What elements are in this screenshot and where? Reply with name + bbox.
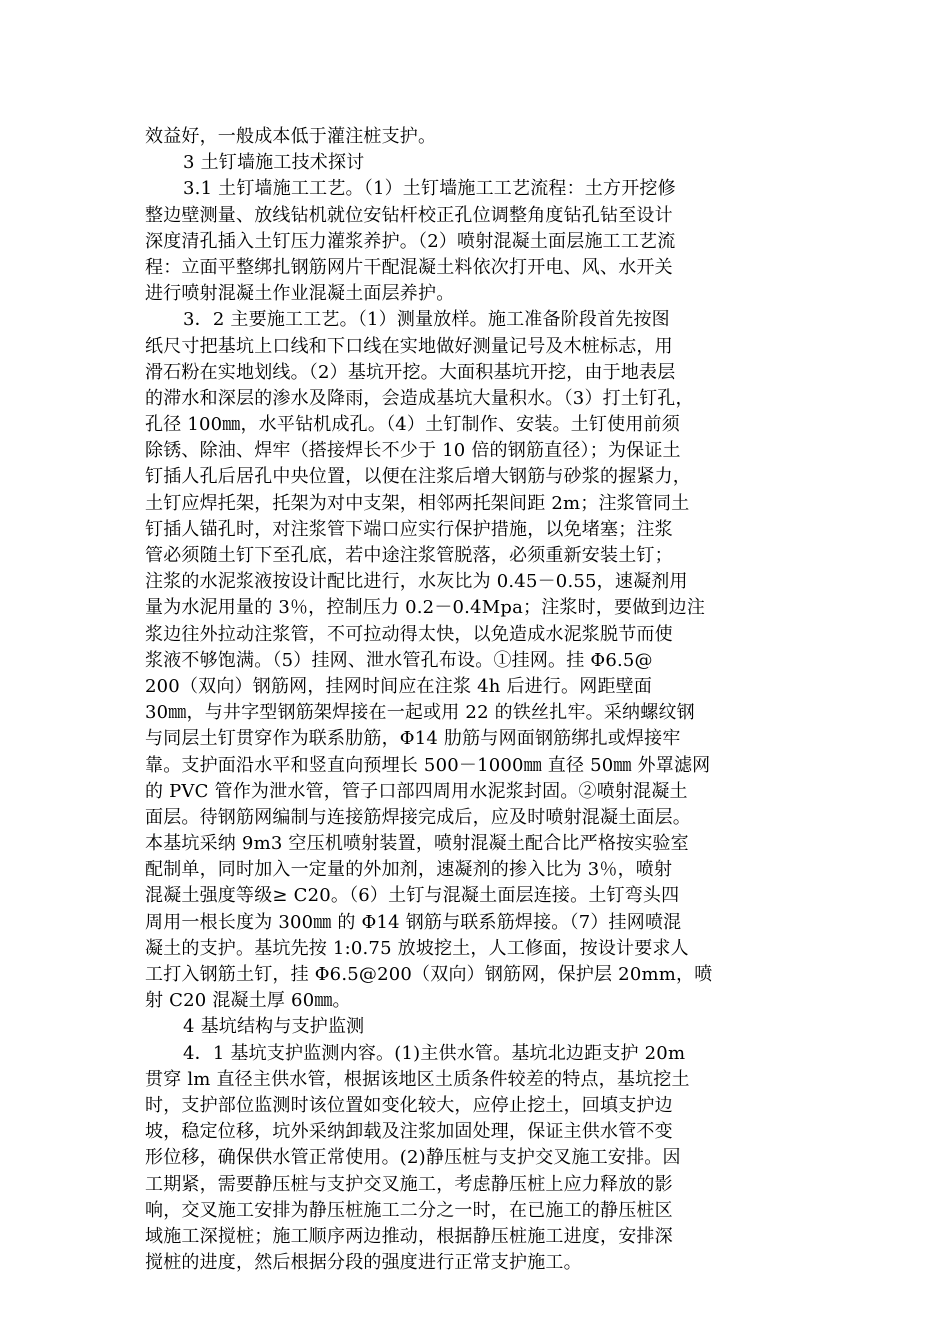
text-line: 200（双向）钢筋网，挂网时间应在注浆 4h 后进行。网距壁面 [145,675,653,697]
text-line: 孔径 100㎜，水平钻机成孔。（4）土钉制作、安装。土钉使用前须 [145,414,680,436]
text-line: 钉插人锚孔时，对注浆管下端口应实行保护措施，以免堵塞；注浆 [145,518,673,540]
text-line: 进行喷射混凝土作业混凝土面层养护。 [145,283,455,305]
text-line: 注浆的水泥浆液按设计配比进行，水灰比为 0.45－0.55，速凝剂用 [145,571,688,593]
text-line: 整边壁测量、放线钻机就位安钻杆校正孔位调整角度钻孔钻至设计 [145,204,673,226]
text-line: 滑石粉在实地划线。（2）基坑开挖。大面积基坑开挖，由于地表层 [145,361,676,383]
text-line: 工打入钢筋土钉，挂 Φ6.5@200（双向）钢筋网，保护层 20mm，喷 [145,964,713,985]
text-line: 贯穿 lm 直径主供水管，根据该地区土质条件较差的特点，基坑挖土 [145,1068,690,1090]
text-line: 响，交叉施工安排为静压桩施工二分之一时，在已施工的静压桩区 [145,1199,673,1221]
document-body [145,124,813,1276]
text-line: 与同层土钉贯穿作为联系肋筋，Φ14 肋筋与网面钢筋绑扎或焊接牢 [145,728,681,750]
text-line: 浆液不够饱满。（5）挂网、泄水管孔布设。①挂网。挂 Φ6.5@ [145,649,653,671]
text-line: 本基坑采纳 9m3 空压机喷射装置，喷射混凝土配合比严格按实验室 [145,833,689,855]
text-line: 形位移，确保供水管正常使用。(2)静压桩与支护交叉施工安排。因 [145,1147,681,1169]
text-line: 工期紧，需要静压桩与支护交叉施工，考虑静压桩上应力释放的影 [145,1173,673,1195]
text-line: 管必须随土钉下至孔底，若中途注浆管脱落，必须重新安装土钉； [145,545,673,566]
text-line: 30㎜，与井字型钢筋架焊接在一起或用 22 的铁丝扎牢。采纳螺纹钢 [145,702,695,724]
text-line: 时，支护部位监测时该位置如变化较大，应停止挖土，回填支护边 [145,1094,673,1116]
text-line: 深度清孔插入土钉压力灌浆养护。（2）喷射混凝土面层施工工艺流 [145,230,676,252]
text-line: 面层。待钢筋网编制与连接筋焊接完成后，应及时喷射混凝土面层。 [145,806,691,828]
text-line: 程：立面平整绑扎钢筋网片干配混凝土料依次打开电、风、水开关 [145,256,673,278]
text-line: 3．2 主要施工工艺。（1）测量放样。施工准备阶段首先按图 [183,309,670,331]
text-line: 靠。支护面沿水平和竖直向预埋长 500－1000㎜ 直径 50㎜ 外罩滤网 [145,754,711,776]
text-line: 的滞水和深层的渗水及降雨，会造成基坑大量积水。（3）打土钉孔， [145,387,694,409]
text-line: 3 土钉墙施工技术探讨 [183,152,365,174]
text-line: 量为水泥用量的 3％，控制压力 0.2－0.4Mpa；注浆时，要做到边注 [145,597,706,619]
text-line: 除锈、除油、焊牢（搭接焊长不少于 10 倍的钢筋直径）；为保证土 [145,440,681,462]
text-line: 坡，稳定位移，坑外采纳卸载及注浆加固处理，保证主供水管不变 [145,1121,673,1143]
text-line: 混凝土强度等级≥ C20。（6）土钉与混凝土面层连接。土钉弯头四 [145,885,680,907]
text-line: 3.1 土钉墙施工工艺。（1）土钉墙施工工艺流程：土方开挖修 [183,178,676,200]
text-line: 凝土的支护。基坑先按 1:0.75 放坡挖土，人工修面，按设计要求人 [145,937,689,959]
text-line: 纸尺寸把基坑上口线和下口线在实地做好测量记号及木桩标志，用 [145,335,673,357]
text-line: 射 C20 混凝土厚 60㎜。 [145,990,351,1012]
text-line: 域施工深搅桩；施工顺序两边推动，根据静压桩施工进度，安排深 [145,1225,673,1247]
text-line: 钉插人孔后居孔中央位置，以便在注浆后增大钢筋与砂浆的握紧力， [145,466,691,488]
text-line: 土钉应焊托架，托架为对中支架，相邻两托架间距 2m；注浆管同土 [145,492,690,514]
text-line: 的 PVC 管作为泄水管，管子口部四周用水泥浆封固。②喷射混凝土 [145,780,688,802]
text-line: 4．1 基坑支护监测内容。(1)主供水管。基坑北边距支护 20m [183,1042,686,1064]
text-line: 搅桩的进度，然后根据分段的强度进行正常支护施工。 [145,1252,582,1274]
text-line: 浆边往外拉动注浆管，不可拉动得太快，以免造成水泥浆脱节而使 [145,623,673,645]
text-line: 配制单，同时加入一定量的外加剂，速凝剂的掺入比为 3％，喷射 [145,859,673,881]
text-line: 周用一根长度为 300㎜ 的 Φ14 钢筋与联系筋焊接。（7）挂网喷混 [145,911,682,933]
text-line: 4 基坑结构与支护监测 [183,1016,365,1038]
text-line: 效益好，一般成本低于灌注桩支护。 [145,126,437,147]
